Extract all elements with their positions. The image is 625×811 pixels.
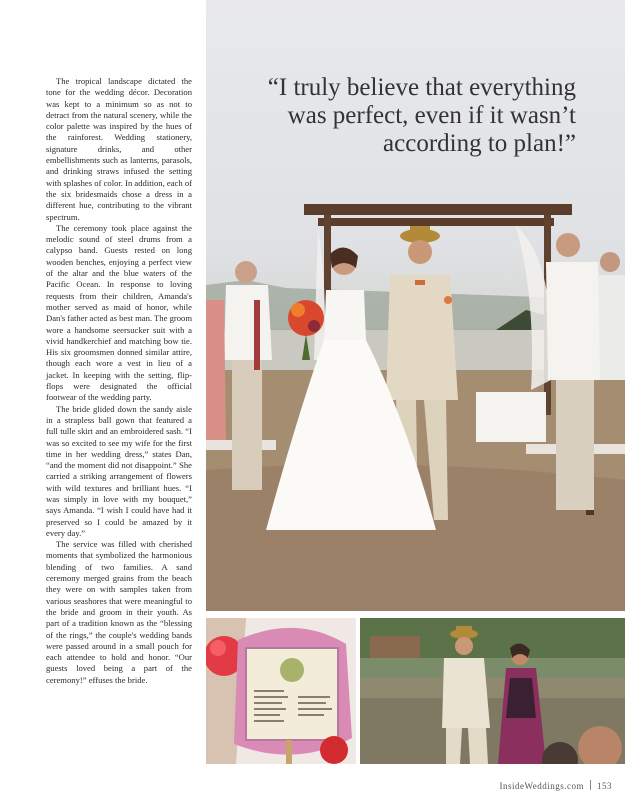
article-paragraph-3: The bride glided down the sandy aisle in a strapless ball gown that featured a full tulle skirt and an embroidered sash. “I was so excited to see my wife for the first time in her wedding dress,” states Dan, “and the moment did not disappoint.” She carried a striking arrangement of flowers with wild textures and brilliant hues. “I was simply in love with my bouquet,” says Amanda. “I wish I could have had it preserved so I could be amazed by it every day.”	[46, 403, 192, 538]
wedding-fan-illustration	[206, 618, 356, 764]
pull-quote: “I truly believe that everything was perfect, even if it wasn’t according to plan!”	[267, 74, 576, 157]
ceremony-photo	[206, 0, 625, 611]
article-paragraph-4: The service was filled with cherished moments that symbolized the harmonious blending of two families. A sand ceremony merged grains from the beach they were on with samples taken from various seashores that were meaningful to the bride and groom in their youth. As part of a tradition known as the “blessing of the rings,” the couple's wedding bands were passed around in a small pouch for each attendee to hold and honor. “Our guests loved being a part of the ceremony!” effuses the bride.	[46, 539, 192, 685]
article-paragraph-2: The ceremony took place against the melodic sound of steel drums from a calypso band. Guests rested on long wooden benches, enjoying a perfect view of the altar and the blue waters of the Pacific Ocean. In response to loving requests from their children, Amanda's mother served as maid of honor, while Dan's father acted as best man. The groom wore a handsome seersucker suit with a vivid handkerchief and matching bow tie. His six groomsmen donned similar attire, though each wore a vest in lieu of a jacket. In keeping with the setting, flip-flops were designated the official footwear of the wedding party.	[46, 222, 193, 403]
wedding-fan-photo	[206, 618, 356, 764]
footer-divider	[590, 780, 591, 790]
page-footer	[452, 780, 612, 791]
walking-down-aisle-illustration	[360, 618, 625, 764]
page-number: 153	[597, 781, 612, 791]
article-body	[46, 76, 192, 686]
publication-name: InsideWeddings.com	[499, 781, 584, 791]
article-paragraph-1: The tropical landscape dictated the tone for the wedding décor. Decoration was kept to a minimum so as not to detract from the natural scenery, while the color palette was inspired by the hues of the rainforest. Wedding stationery, signature drinks, and other embellishments such as lanterns, parasols, and drinking straws infused the setting with splashes of color. In addition, each of the six bridesmaids chose a dress in a different hue, contributing to the vibrant spectrum.	[46, 76, 192, 222]
walking-down-aisle-photo	[360, 618, 625, 764]
